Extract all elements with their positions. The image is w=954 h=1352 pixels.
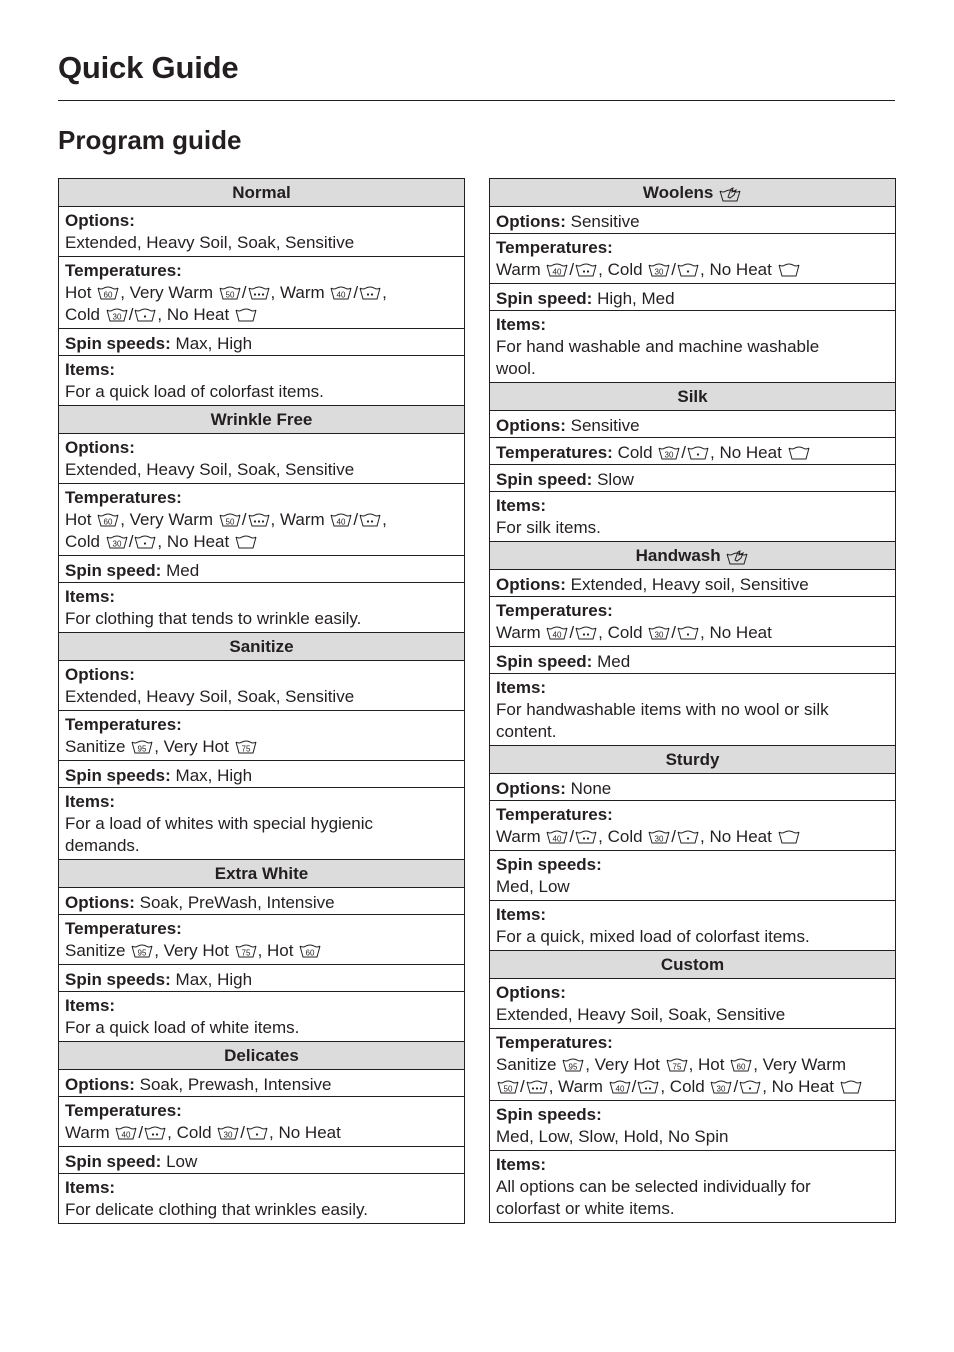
svg-text:50: 50 bbox=[503, 1084, 513, 1094]
program-row bbox=[59, 257, 464, 329]
program-name: Custom bbox=[660, 955, 725, 974]
program-header bbox=[59, 179, 464, 207]
row-label: Options: bbox=[65, 211, 135, 230]
program-name: Handwash bbox=[635, 546, 721, 565]
row-label: Options: bbox=[65, 665, 135, 684]
row-value: Sanitize 95 , Very Hot 75 bbox=[65, 737, 258, 756]
washtub-icon bbox=[248, 286, 270, 300]
washtub-icon bbox=[546, 626, 568, 640]
row-label: Items: bbox=[65, 360, 116, 379]
row-label: Spin speeds: bbox=[65, 334, 171, 353]
svg-text:60: 60 bbox=[103, 517, 113, 527]
row-value: Extended, Heavy Soil, Soak, Sensitive bbox=[65, 460, 355, 479]
washtub-icon bbox=[739, 1080, 761, 1094]
washtub-icon bbox=[131, 740, 153, 754]
washtub-icon bbox=[677, 263, 699, 277]
program-row bbox=[490, 284, 895, 311]
program-header bbox=[59, 633, 464, 661]
row-value: Extended, Heavy Soil, Soak, Sensitive bbox=[65, 687, 355, 706]
row-value: Hot 60 , Very Warm 50 / , Warm 40 / , bbox=[65, 283, 387, 302]
row-value: All options can be selected individually for bbox=[496, 1177, 811, 1196]
row-label: Spin speeds: bbox=[496, 855, 602, 874]
program-name: Delicates bbox=[224, 1046, 299, 1065]
row-value: For hand washable and machine washable bbox=[496, 337, 820, 356]
washtub-icon bbox=[677, 626, 699, 640]
washtub-icon bbox=[106, 308, 128, 322]
program-row bbox=[59, 356, 464, 406]
svg-text:95: 95 bbox=[568, 1062, 578, 1072]
program-header bbox=[59, 1042, 464, 1070]
row-value: None bbox=[570, 779, 612, 798]
svg-text:40: 40 bbox=[552, 834, 562, 844]
row-label: Items: bbox=[496, 1155, 547, 1174]
program-row bbox=[59, 661, 464, 711]
row-value: Sensitive bbox=[570, 212, 640, 231]
row-value: Max, High bbox=[175, 334, 253, 353]
svg-text:40: 40 bbox=[336, 517, 346, 527]
svg-text:60: 60 bbox=[736, 1062, 746, 1072]
washtub-icon bbox=[235, 944, 257, 958]
washtub-icon bbox=[219, 286, 241, 300]
row-value: Extended, Heavy Soil, Soak, Sensitive bbox=[65, 233, 355, 252]
row-value: For a quick, mixed load of colorfast items. bbox=[496, 927, 810, 946]
row-label: Spin speeds: bbox=[496, 1105, 602, 1124]
row-label: Items: bbox=[65, 1178, 116, 1197]
row-label: Spin speeds: bbox=[65, 766, 171, 785]
svg-text:75: 75 bbox=[672, 1062, 682, 1072]
program-header bbox=[490, 951, 895, 979]
row-label: Spin speed: bbox=[65, 1152, 162, 1171]
program-row bbox=[59, 788, 464, 860]
washtub-icon bbox=[730, 1058, 752, 1072]
row-label: Spin speeds: bbox=[65, 970, 171, 989]
program-header bbox=[490, 542, 895, 570]
row-value: 50 / , Warm 40 / , Cold 30 / , No Heat bbox=[496, 1077, 863, 1096]
row-value: Max, High bbox=[175, 766, 253, 785]
row-value: Cold 30 / , No Heat bbox=[65, 305, 258, 324]
row-label: Temperatures: bbox=[496, 443, 613, 462]
title-rule bbox=[58, 100, 895, 101]
washtub-icon bbox=[778, 830, 800, 844]
washtub-icon bbox=[546, 263, 568, 277]
row-label: Temperatures: bbox=[65, 715, 182, 734]
washtub-icon bbox=[637, 1080, 659, 1094]
program-name: Woolens bbox=[642, 183, 714, 202]
program-row bbox=[59, 1070, 464, 1097]
program-table-left bbox=[58, 178, 465, 1224]
svg-text:40: 40 bbox=[336, 290, 346, 300]
row-value: Extended, Heavy soil, Sensitive bbox=[570, 575, 809, 594]
washtub-icon bbox=[666, 1058, 688, 1072]
svg-text:40: 40 bbox=[615, 1084, 625, 1094]
washtub-icon bbox=[609, 1080, 631, 1094]
program-row bbox=[59, 434, 464, 484]
page-title: Quick Guide bbox=[58, 50, 239, 85]
washtub-icon bbox=[648, 830, 670, 844]
row-label: Options: bbox=[496, 212, 566, 231]
row-label: Temperatures: bbox=[496, 1033, 613, 1052]
row-value: Warm 40 / , Cold 30 / , No Heat bbox=[65, 1123, 341, 1142]
row-label: Spin speed: bbox=[496, 470, 593, 489]
svg-text:60: 60 bbox=[103, 290, 113, 300]
row-label: Options: bbox=[496, 575, 566, 594]
washtub-icon bbox=[299, 944, 321, 958]
row-value: Sensitive bbox=[570, 416, 640, 435]
washtub-icon bbox=[217, 1126, 239, 1140]
washtub-icon bbox=[134, 535, 156, 549]
row-label: Items: bbox=[496, 315, 547, 334]
washtub-icon bbox=[648, 626, 670, 640]
row-label: Temperatures: bbox=[496, 601, 613, 620]
row-value: colorfast or white items. bbox=[496, 1199, 675, 1218]
row-value: Low bbox=[166, 1152, 198, 1171]
row-label: Temperatures: bbox=[65, 261, 182, 280]
row-value: For silk items. bbox=[496, 518, 601, 537]
program-name: Normal bbox=[232, 183, 291, 202]
program-row bbox=[59, 761, 464, 788]
program-row bbox=[490, 674, 895, 746]
program-row bbox=[59, 992, 464, 1042]
svg-text:95: 95 bbox=[137, 948, 147, 958]
row-value: High, Med bbox=[597, 289, 675, 308]
program-row bbox=[59, 583, 464, 633]
svg-text:30: 30 bbox=[112, 539, 122, 549]
row-value: Warm 40 / , Cold 30 / , No Heat bbox=[496, 827, 801, 846]
row-value: wool. bbox=[496, 359, 536, 378]
washtub-icon bbox=[330, 513, 352, 527]
section-title: Program guide bbox=[58, 125, 242, 155]
row-label: Items: bbox=[65, 792, 116, 811]
row-label: Options: bbox=[496, 416, 566, 435]
washtub-icon bbox=[115, 1126, 137, 1140]
program-row bbox=[59, 915, 464, 965]
program-row bbox=[59, 207, 464, 257]
washtub-icon bbox=[687, 446, 709, 460]
svg-text:75: 75 bbox=[241, 948, 251, 958]
washtub-icon bbox=[840, 1080, 862, 1094]
row-value: Cold 30 / , No Heat bbox=[65, 532, 258, 551]
row-value: demands. bbox=[65, 836, 140, 855]
row-value: Sanitize 95 , Very Hot 75 , Hot 60 bbox=[65, 941, 322, 960]
row-value: Warm 40 / , Cold 30 / , No Heat bbox=[496, 260, 801, 279]
program-name: Sturdy bbox=[665, 750, 720, 769]
row-value: Med bbox=[166, 561, 200, 580]
washtub-icon bbox=[359, 513, 381, 527]
washtub-icon bbox=[497, 1080, 519, 1094]
program-name: Wrinkle Free bbox=[210, 410, 313, 429]
program-row bbox=[59, 484, 464, 556]
svg-text:30: 30 bbox=[223, 1130, 233, 1140]
program-row bbox=[59, 1147, 464, 1174]
row-label: Temperatures: bbox=[496, 805, 613, 824]
program-row bbox=[490, 901, 895, 951]
row-label: Temperatures: bbox=[65, 919, 182, 938]
washtub-icon bbox=[575, 263, 597, 277]
handwash-icon bbox=[726, 549, 748, 563]
program-row bbox=[490, 851, 895, 901]
row-label: Temperatures: bbox=[65, 488, 182, 507]
program-name: Extra White bbox=[214, 864, 309, 883]
program-row bbox=[490, 1101, 895, 1151]
row-label: Temperatures: bbox=[496, 238, 613, 257]
row-label: Spin speed: bbox=[496, 652, 593, 671]
row-value: Soak, PreWash, Intensive bbox=[139, 893, 335, 912]
svg-text:30: 30 bbox=[654, 630, 664, 640]
washtub-icon bbox=[575, 626, 597, 640]
row-value: For a quick load of colorfast items. bbox=[65, 382, 324, 401]
row-value: Cold 30 / , No Heat bbox=[618, 443, 811, 462]
row-value: Med, Low bbox=[496, 877, 570, 896]
row-label: Options: bbox=[65, 893, 135, 912]
row-label: Items: bbox=[65, 996, 116, 1015]
washtub-icon bbox=[778, 263, 800, 277]
washtub-icon bbox=[248, 513, 270, 527]
program-row bbox=[59, 1097, 464, 1147]
row-value: Max, High bbox=[175, 970, 253, 989]
program-row bbox=[59, 965, 464, 992]
row-value: Slow bbox=[597, 470, 634, 489]
row-label: Spin speed: bbox=[496, 289, 593, 308]
washtub-icon bbox=[359, 286, 381, 300]
program-header bbox=[59, 860, 464, 888]
row-value: Sanitize 95 , Very Hot 75 , Hot 60 , Very Warm bbox=[496, 1055, 847, 1074]
program-row bbox=[490, 570, 895, 597]
washtub-icon bbox=[648, 263, 670, 277]
row-value: Soak, Prewash, Intensive bbox=[139, 1075, 332, 1094]
row-label: Items: bbox=[65, 587, 116, 606]
washtub-icon bbox=[562, 1058, 584, 1072]
program-header bbox=[59, 406, 464, 434]
svg-text:75: 75 bbox=[241, 744, 251, 754]
row-value: Warm 40 / , Cold 30 / , No Heat bbox=[496, 623, 772, 642]
washtub-icon bbox=[131, 944, 153, 958]
program-name: Silk bbox=[677, 387, 708, 406]
program-row bbox=[490, 311, 895, 383]
program-row bbox=[490, 801, 895, 851]
svg-text:95: 95 bbox=[137, 744, 147, 754]
svg-text:40: 40 bbox=[552, 267, 562, 277]
washtub-icon bbox=[235, 740, 257, 754]
svg-text:50: 50 bbox=[225, 290, 235, 300]
program-row bbox=[490, 492, 895, 542]
row-value: Med, Low, Slow, Hold, No Spin bbox=[496, 1127, 729, 1146]
row-label: Items: bbox=[496, 905, 547, 924]
row-value: For delicate clothing that wrinkles easily. bbox=[65, 1200, 368, 1219]
row-value: For a load of whites with special hygienic bbox=[65, 814, 374, 833]
row-value: content. bbox=[496, 722, 557, 741]
washtub-icon bbox=[235, 308, 257, 322]
row-label: Options: bbox=[65, 1075, 135, 1094]
row-value: Extended, Heavy Soil, Soak, Sensitive bbox=[496, 1005, 786, 1024]
program-row bbox=[59, 711, 464, 761]
program-header bbox=[490, 746, 895, 774]
svg-text:30: 30 bbox=[112, 312, 122, 322]
program-row bbox=[490, 465, 895, 492]
svg-text:30: 30 bbox=[654, 834, 664, 844]
handwash-icon bbox=[719, 186, 741, 200]
program-row bbox=[490, 411, 895, 438]
program-table-right bbox=[489, 178, 896, 1223]
row-value: For handwashable items with no wool or silk bbox=[496, 700, 829, 719]
row-value: Med bbox=[597, 652, 631, 671]
washtub-icon bbox=[526, 1080, 548, 1094]
program-header bbox=[490, 383, 895, 411]
washtub-icon bbox=[235, 535, 257, 549]
row-label: Items: bbox=[496, 678, 547, 697]
program-row bbox=[490, 234, 895, 284]
svg-text:40: 40 bbox=[552, 630, 562, 640]
row-label: Spin speed: bbox=[65, 561, 162, 580]
svg-text:30: 30 bbox=[717, 1084, 726, 1094]
svg-text:30: 30 bbox=[664, 450, 674, 460]
row-value: For a quick load of white items. bbox=[65, 1018, 300, 1037]
program-row bbox=[59, 556, 464, 583]
row-value: For clothing that tends to wrinkle easily. bbox=[65, 609, 362, 628]
program-row bbox=[59, 1174, 464, 1223]
washtub-icon bbox=[97, 513, 119, 527]
row-label: Options: bbox=[496, 779, 566, 798]
program-name: Sanitize bbox=[229, 637, 294, 656]
washtub-icon bbox=[330, 286, 352, 300]
program-row bbox=[490, 647, 895, 674]
program-row bbox=[490, 597, 895, 647]
program-row bbox=[59, 329, 464, 356]
svg-text:60: 60 bbox=[305, 948, 315, 958]
program-row bbox=[490, 1151, 895, 1222]
row-label: Items: bbox=[496, 496, 547, 515]
washtub-icon bbox=[658, 446, 680, 460]
row-label: Options: bbox=[496, 983, 566, 1002]
svg-text:50: 50 bbox=[225, 517, 235, 527]
washtub-icon bbox=[710, 1080, 732, 1094]
washtub-icon bbox=[144, 1126, 166, 1140]
row-value: Hot 60 , Very Warm 50 / , Warm 40 / , bbox=[65, 510, 387, 529]
washtub-icon bbox=[134, 308, 156, 322]
washtub-icon bbox=[546, 830, 568, 844]
program-row bbox=[490, 438, 895, 465]
program-row bbox=[490, 1029, 895, 1101]
washtub-icon bbox=[788, 446, 810, 460]
row-label: Temperatures: bbox=[65, 1101, 182, 1120]
program-row bbox=[490, 774, 895, 801]
row-label: Options: bbox=[65, 438, 135, 457]
washtub-icon bbox=[575, 830, 597, 844]
svg-text:30: 30 bbox=[654, 267, 664, 277]
program-row bbox=[59, 888, 464, 915]
program-header bbox=[490, 179, 895, 207]
svg-text:40: 40 bbox=[121, 1130, 131, 1140]
washtub-icon bbox=[97, 286, 119, 300]
program-row bbox=[490, 979, 895, 1029]
washtub-icon bbox=[219, 513, 241, 527]
washtub-icon bbox=[677, 830, 699, 844]
washtub-icon bbox=[106, 535, 128, 549]
program-row bbox=[490, 207, 895, 234]
washtub-icon bbox=[246, 1126, 268, 1140]
